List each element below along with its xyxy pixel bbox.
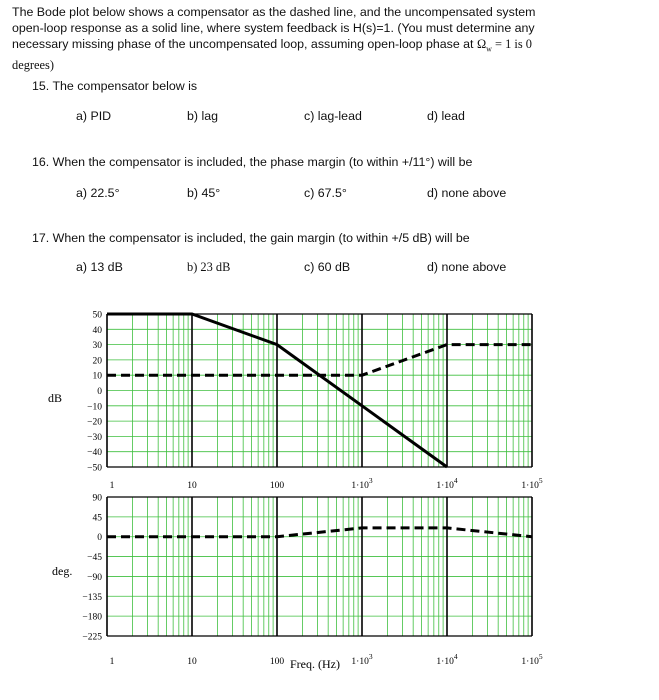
mag-ytick-label: 50 (92, 310, 102, 321)
mag-ytick-label: 30 (92, 341, 102, 352)
phase-ytick-label: 90 (92, 493, 102, 504)
q16-option-a[interactable]: a) 22.5° (76, 186, 120, 200)
phase-xtick-exponent: 3 (368, 652, 373, 661)
phase-ytick-label: −225 (82, 632, 102, 643)
phase-plot (82, 494, 542, 668)
q15-option-c[interactable]: c) lag-lead (304, 109, 362, 123)
phase-ytick-label: −45 (87, 553, 102, 564)
q15-option-d[interactable]: d) lead (427, 109, 465, 123)
phase-ytick-label: −135 (82, 592, 102, 603)
q17-option-d[interactable]: d) none above (427, 260, 507, 274)
q17-option-a[interactable]: a) 13 dB (76, 260, 123, 274)
mag-xtick-exponent: 3 (368, 476, 373, 485)
phase-series-compensator (107, 528, 532, 537)
mag-ytick-label: −20 (87, 417, 102, 428)
phase-ylabel: deg. (52, 564, 73, 578)
q16-option-b[interactable]: b) 45° (187, 186, 221, 200)
omega-subscript: w (486, 44, 492, 54)
mag-ytick-label: −40 (87, 448, 102, 459)
omega-symbol: Ω (476, 37, 487, 51)
phase-ytick-label: 0 (97, 533, 102, 544)
q15-option-b[interactable]: b) lag (187, 109, 218, 123)
phase-xtick-label: 10 (187, 657, 197, 667)
problem-statement (12, 4, 652, 73)
mag-xtick-label: 10 (187, 481, 197, 491)
phase-ytick-label: −90 (87, 572, 102, 583)
q17-option-c[interactable]: c) 60 dB (304, 260, 351, 274)
magnitude-plot (87, 311, 543, 492)
mag-ytick-label: −50 (87, 463, 102, 474)
mag-ytick-label: 40 (92, 325, 102, 336)
mag-xtick-label: 1 (109, 481, 115, 491)
question-15: 15. The compensator below is (32, 79, 198, 93)
q15-option-a[interactable]: a) PID (76, 109, 112, 123)
mag-ytick-label: 20 (92, 356, 102, 367)
phase-ytick-label: −180 (82, 612, 102, 623)
mag-xtick-exponent: 4 (453, 476, 458, 485)
mag-series-compensator (107, 345, 532, 376)
phase-xtick-label: 1 (109, 657, 115, 667)
mag-ytick-label: 10 (92, 371, 102, 382)
mag-xtick-label: $1\cdot 10^5$ (521, 476, 543, 491)
mag-series-uncompensated (107, 314, 447, 467)
intro-line-4: degrees) (12, 58, 54, 73)
phase-xtick-label: 100 (269, 657, 285, 667)
intro-line-3-end: = 1 is 0 (491, 37, 532, 51)
q17-option-b[interactable]: b) 23 dB (187, 260, 231, 274)
mag-xtick-exponent: 5 (538, 476, 543, 485)
mag-xtick-label: $1\cdot 10^4$ (436, 476, 458, 491)
mag-ytick-label: 0 (97, 387, 102, 397)
phase-ytick-label: 45 (92, 513, 102, 524)
intro-line-3 (12, 36, 652, 57)
freq-xlabel: Freq. (Hz) (290, 657, 340, 671)
mag-xtick-label: 100 (269, 481, 285, 491)
phase-xtick-label: $1\cdot 10^4$ (436, 652, 458, 667)
intro-line-1: The Bode plot below shows a compensator as the dashed line, and the uncompensated system (12, 5, 536, 19)
mag-xtick-label: $1\cdot 10^3$ (351, 476, 373, 491)
phase-xtick-label: $1\cdot 10^5$ (521, 652, 543, 667)
question-16: 16. When the compensator is included, the phase margin (to within +/11°) will be (32, 155, 473, 169)
phase-xtick-label: $1\cdot 10^3$ (351, 652, 373, 667)
intro-line-2: open-loop response as a solid line, where system feedback is H(s)=1. (You must determine any (12, 21, 535, 35)
mag-ytick-label: −30 (87, 432, 102, 443)
mag-ytick-label: −10 (87, 402, 102, 413)
q16-option-c[interactable]: c) 67.5° (304, 186, 347, 200)
phase-xtick-exponent: 5 (538, 652, 543, 661)
question-17: 17. When the compensator is included, the gain margin (to within +/5 dB) will be (32, 231, 470, 245)
magnitude-ylabel: dB (48, 391, 63, 405)
phase-xtick-exponent: 4 (453, 652, 458, 661)
intro-line-3-text: necessary missing phase of the uncompensated loop, assuming open-loop phase at (12, 37, 477, 51)
q16-option-d[interactable]: d) none above (427, 186, 507, 200)
